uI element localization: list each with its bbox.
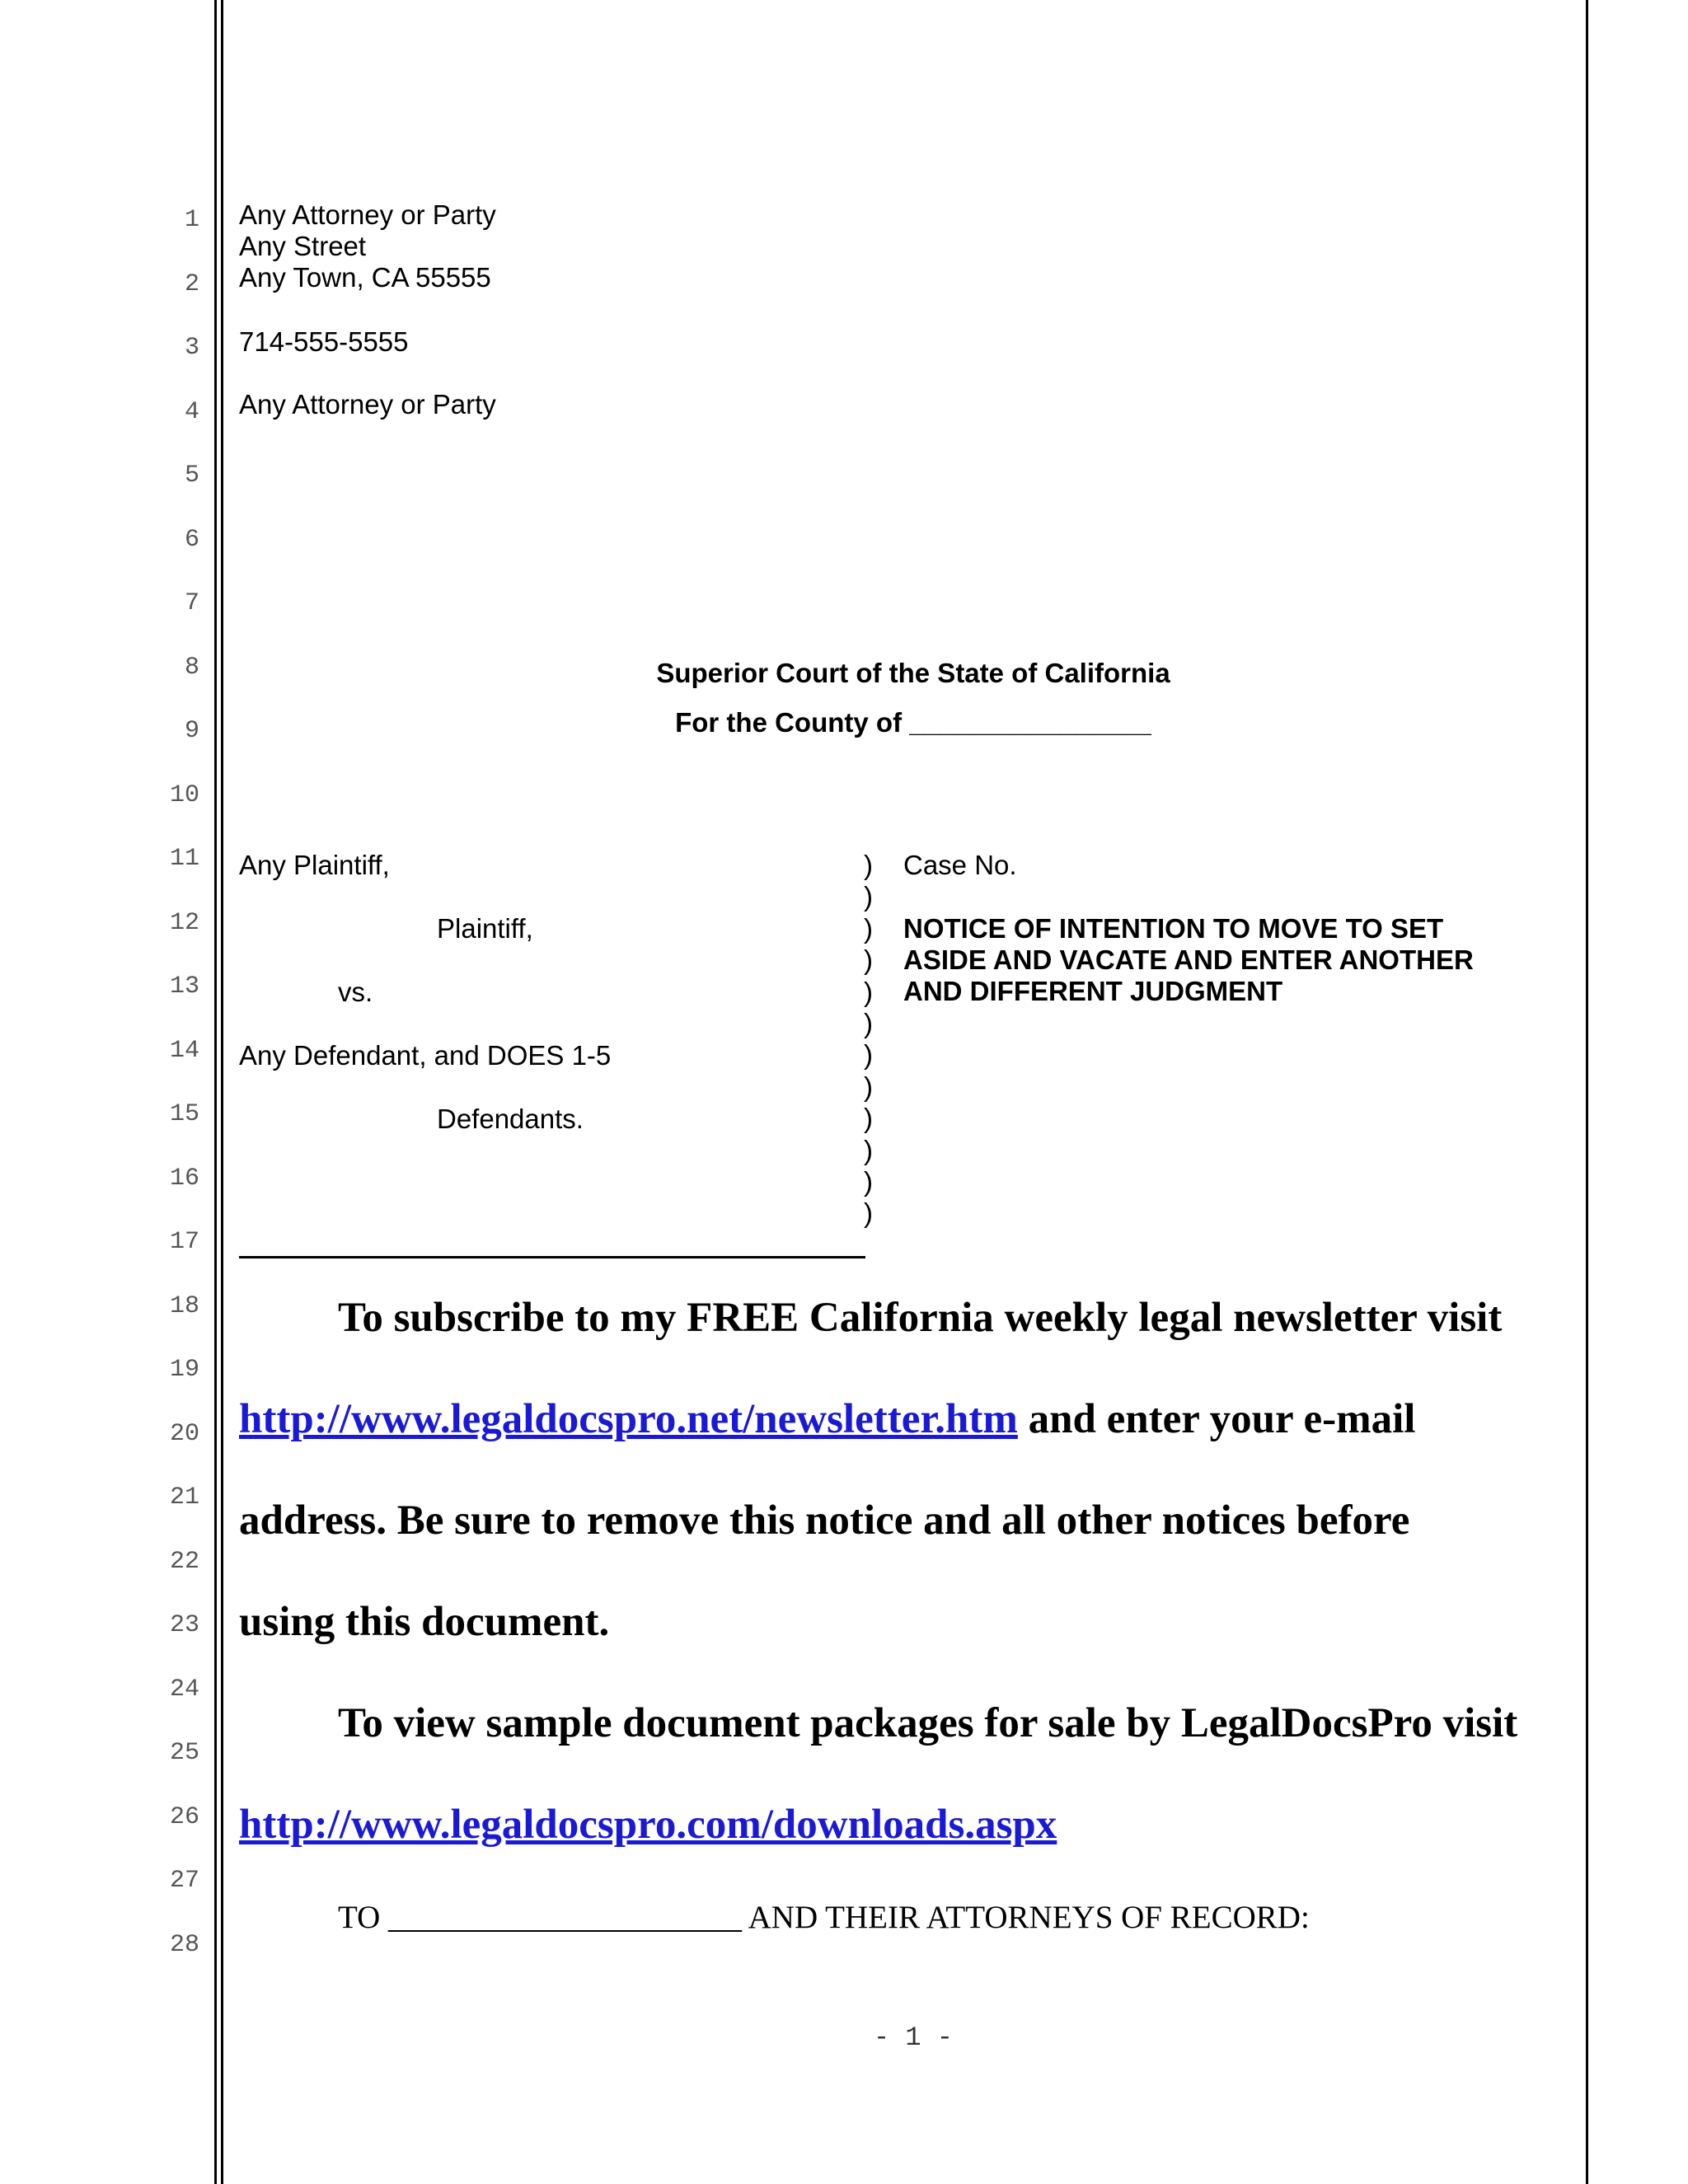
caption-paren: ) — [864, 1197, 873, 1229]
defendant-name: Any Defendant, and DOES 1-5 — [239, 1040, 612, 1071]
newsletter-line-2-rest: and enter your e-mail — [1017, 1396, 1416, 1442]
line-number: 14 — [169, 1036, 199, 1065]
attorney-city: Any Town, CA 55555 — [239, 262, 491, 293]
court-name: Superior Court of the State of California — [656, 658, 1170, 688]
line-number: 5 — [184, 462, 199, 490]
line-number: 17 — [169, 1228, 199, 1256]
court-county: For the County of ________________ — [675, 707, 1151, 738]
caption-paren: ) — [864, 912, 873, 944]
notice-newsletter-line-4: using this document. — [239, 1599, 610, 1645]
attorney-phone: 714-555-5555 — [239, 326, 409, 357]
notice-newsletter-line-1: To subscribe to my FREE California weekly legal newsletter visit — [338, 1295, 1503, 1341]
line-number: 4 — [184, 397, 199, 426]
defendant-label: Defendants. — [437, 1104, 584, 1134]
line-number: 28 — [169, 1930, 199, 1959]
line-number: 12 — [169, 908, 199, 937]
caption-paren: ) — [864, 881, 873, 912]
caption-paren: ) — [864, 976, 873, 1007]
page-number: - 1 - — [873, 2022, 953, 2053]
line-number: 6 — [184, 525, 199, 554]
line-number: 15 — [169, 1100, 199, 1128]
attorney-for: Any Attorney or Party — [239, 389, 496, 419]
caption-paren: ) — [864, 1039, 873, 1071]
case-number-label: Case No. — [903, 850, 1017, 880]
caption-paren: ) — [864, 1166, 873, 1197]
line-number: 21 — [169, 1483, 199, 1511]
line-number: 10 — [169, 780, 199, 809]
line-number: 16 — [169, 1164, 199, 1193]
notice-newsletter-line-3: address. Be sure to remove this notice and all other notices before — [239, 1497, 1410, 1544]
line-number: 1 — [184, 206, 199, 234]
line-number: 24 — [169, 1675, 199, 1704]
line-number: 19 — [169, 1356, 199, 1384]
notice-downloads-line-1: To view sample document packages for sale by LegalDocsPro visit — [338, 1700, 1518, 1746]
line-number: 8 — [184, 653, 199, 682]
caption-underline — [239, 1256, 865, 1258]
to-suffix: AND THEIR ATTORNEYS OF RECORD: — [742, 1900, 1310, 1935]
versus-label: vs. — [338, 977, 373, 1007]
document-title-line-2: ASIDE AND VACATE AND ENTER ANOTHER — [903, 944, 1474, 975]
downloads-link[interactable]: http://www.legaldocspro.com/downloads.aspx — [239, 1802, 1057, 1848]
to-blank: ______________________ — [388, 1900, 743, 1935]
left-margin-rule-outer — [214, 0, 217, 2184]
caption-paren: ) — [864, 1134, 873, 1165]
left-margin-rule-inner — [221, 0, 223, 2184]
line-number: 9 — [184, 717, 199, 745]
line-number: 25 — [169, 1739, 199, 1767]
caption-paren: ) — [864, 1008, 873, 1038]
document-title-line-3: AND DIFFERENT JUDGMENT — [903, 976, 1283, 1006]
line-number: 7 — [184, 589, 199, 617]
line-number: 20 — [169, 1419, 199, 1448]
line-number: 23 — [169, 1611, 199, 1639]
notice-newsletter-line-2 — [239, 1394, 1415, 1444]
line-number: 11 — [169, 845, 199, 873]
to-prefix: TO — [338, 1900, 389, 1935]
attorney-name: Any Attorney or Party — [239, 199, 496, 230]
document-title-line-1: NOTICE OF INTENTION TO MOVE TO SET — [903, 913, 1444, 944]
to-attorneys-line — [338, 1899, 1310, 1937]
caption-paren: ) — [864, 944, 873, 976]
plaintiff-label: Plaintiff, — [437, 913, 533, 944]
line-number: 13 — [169, 972, 199, 1001]
line-number: 3 — [184, 334, 199, 362]
line-number: 22 — [169, 1547, 199, 1576]
right-margin-rule — [1586, 0, 1588, 2184]
caption-paren: ) — [864, 1071, 873, 1102]
line-number: 2 — [184, 269, 199, 298]
attorney-street: Any Street — [239, 231, 367, 261]
newsletter-link[interactable]: http://www.legaldocspro.net/newsletter.htm — [239, 1396, 1018, 1442]
line-number: 27 — [169, 1867, 199, 1895]
caption-paren: ) — [864, 850, 873, 880]
line-number: 26 — [169, 1802, 199, 1831]
caption-paren: ) — [864, 1103, 873, 1134]
plaintiff-name: Any Plaintiff, — [239, 850, 390, 880]
line-number: 18 — [169, 1291, 199, 1320]
notice-downloads-line-2 — [239, 1800, 1057, 1849]
